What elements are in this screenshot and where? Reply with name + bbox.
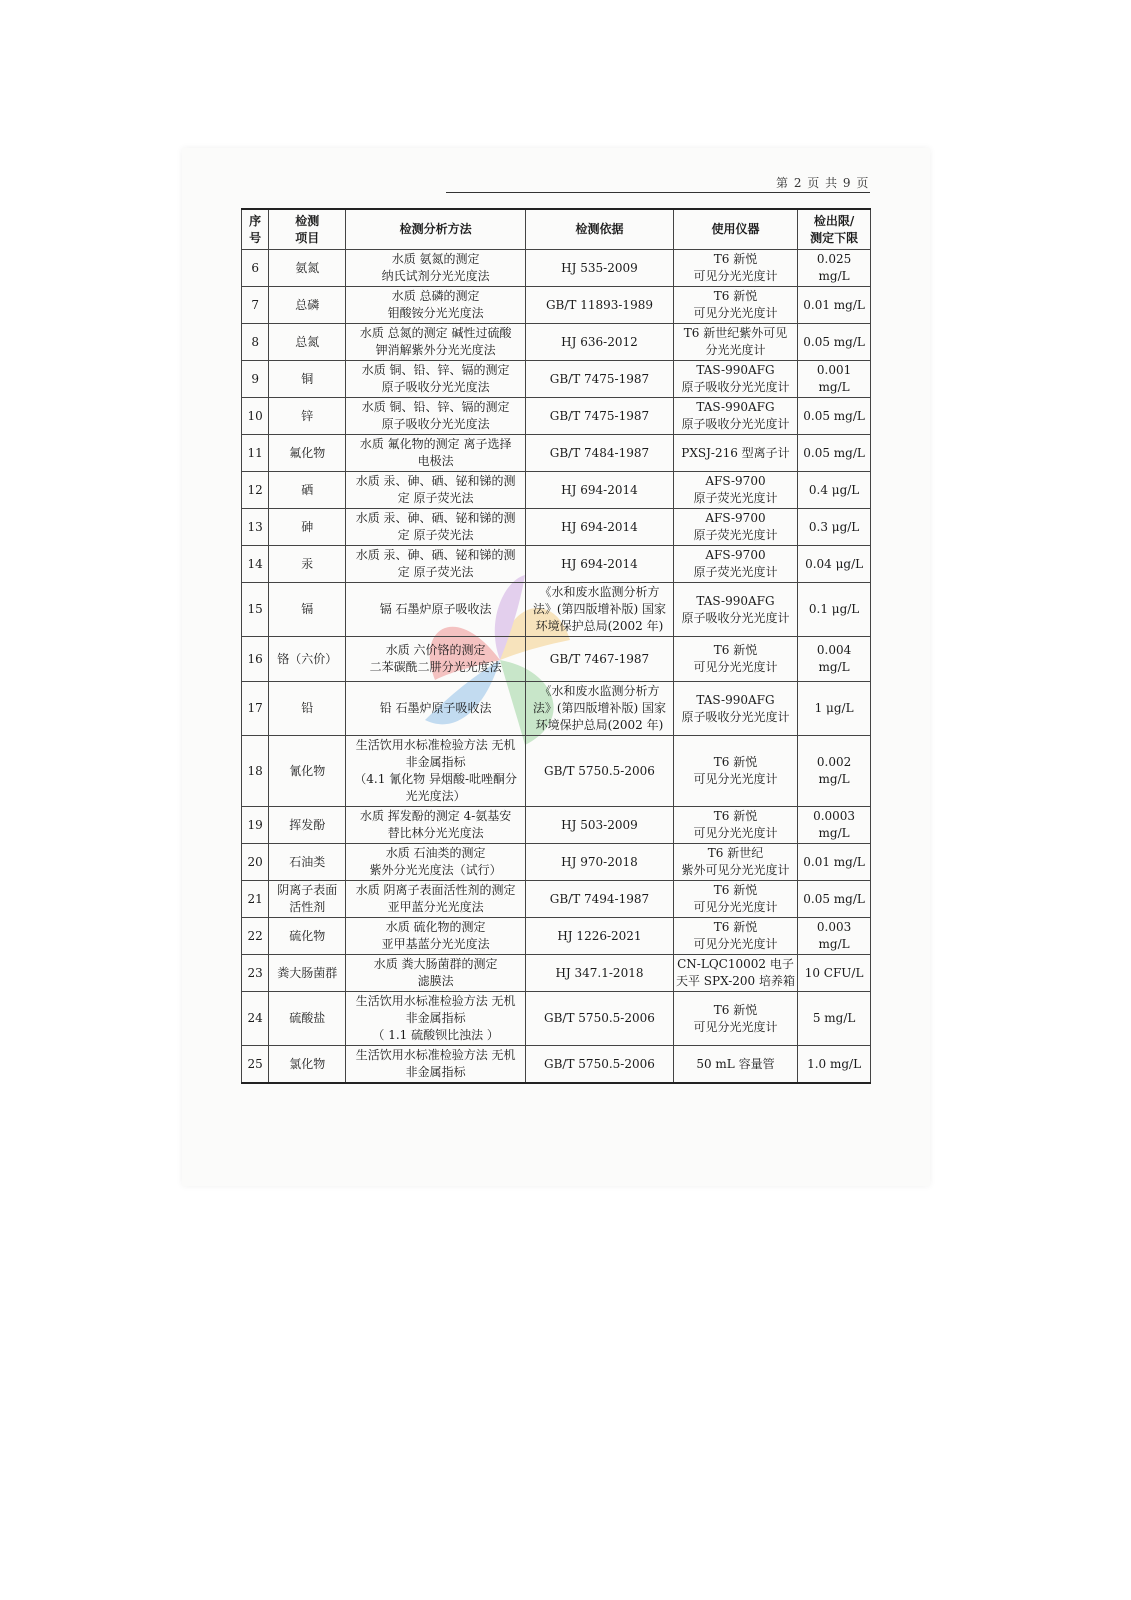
- cell-instrument-line: T6 新悦: [713, 920, 758, 934]
- cell-basis-line: HJ 694-2014: [561, 556, 638, 571]
- cell-basis: [526, 250, 674, 287]
- cell-basis: [526, 509, 674, 546]
- cell-method-line: 水质 阴离子表面活性剂的测定: [355, 883, 516, 897]
- cell-method-line: 水质 铜、铅、锌、镉的测定: [361, 400, 510, 414]
- cell-no: 10: [242, 398, 269, 435]
- cell-instrument: [673, 361, 797, 398]
- table-row: [242, 287, 871, 324]
- cell-instrument-line: 原子吸收分光光度计: [681, 380, 790, 394]
- table-row: [242, 1046, 871, 1084]
- cell-method-line: 水质 粪大肠菌群的测定: [373, 957, 498, 971]
- cell-basis: [526, 881, 674, 918]
- cell-basis-line: 《水和废水监测分析方: [539, 684, 660, 698]
- cell-limit: 0.4 μg/L: [798, 472, 871, 509]
- cell-no: 20: [242, 844, 269, 881]
- cell-item: 铅: [269, 682, 346, 736]
- table-row: [242, 807, 871, 844]
- cell-instrument: [673, 807, 797, 844]
- cell-limit: 10 CFU/L: [798, 955, 871, 992]
- cell-instrument-line: 原子荧光光度计: [693, 528, 778, 542]
- cell-item: 硫化物: [269, 918, 346, 955]
- cell-method-line: （ 1.1 硫酸钡比浊法 ）: [372, 1028, 499, 1042]
- cell-instrument-line: 可见分光光度计: [693, 772, 778, 786]
- header-limit-line2: 测定下限: [810, 230, 859, 245]
- cell-basis: [526, 736, 674, 807]
- cell-basis-line: GB/T 7484-1987: [549, 445, 650, 460]
- cell-method-line: 紫外分光光度法（试行）: [369, 863, 502, 877]
- cell-method-line: 非金属指标: [405, 1065, 466, 1079]
- page-number: 第 2 页 共 9 页: [776, 176, 870, 190]
- cell-method: [346, 398, 526, 435]
- cell-instrument-line: 原子吸收分光光度计: [681, 610, 790, 625]
- cell-method-line: 水质 石油类的测定: [385, 846, 486, 860]
- cell-instrument-line: PXSJ-216 型离子计: [681, 445, 790, 460]
- cell-instrument-line: 可见分光光度计: [693, 937, 778, 951]
- cell-instrument-line: T6 新世纪: [707, 846, 764, 860]
- cell-basis: [526, 918, 674, 955]
- cell-basis-line: 环境保护总局(2002 年): [535, 619, 664, 633]
- cell-method-line: 生活饮用水标准检验方法 无机: [355, 1048, 516, 1062]
- cell-item: 铬（六价）: [269, 637, 346, 682]
- cell-limit: 0.05 mg/L: [798, 398, 871, 435]
- cell-instrument-line: 原子吸收分光光度计: [681, 709, 790, 724]
- cell-item: 汞: [269, 546, 346, 583]
- cell-instrument-line: 分光光度计: [705, 343, 766, 357]
- cell-method: [346, 682, 526, 736]
- cell-basis-line: GB/T 7475-1987: [549, 371, 650, 386]
- table-row: [242, 250, 871, 287]
- cell-method: [346, 955, 526, 992]
- cell-instrument-line: 可见分光光度计: [693, 1019, 778, 1034]
- cell-basis-line: 《水和废水监测分析方: [539, 585, 660, 599]
- cell-method-line: 定 原子荧光法: [397, 565, 474, 579]
- cell-method-line: 非金属指标: [405, 1011, 466, 1025]
- cell-method: [346, 435, 526, 472]
- cell-method-line: 钾消解紫外分光光度法: [375, 343, 496, 357]
- cell-item: 氨氮: [269, 250, 346, 287]
- cell-basis: [526, 1046, 674, 1084]
- cell-limit: 0.05 mg/L: [798, 324, 871, 361]
- cell-basis: [526, 324, 674, 361]
- cell-method-line: 水质 氨氮的测定: [391, 252, 480, 266]
- cell-method: [346, 637, 526, 682]
- cell-basis: [526, 287, 674, 324]
- cell-method-line: 亚甲蓝分光光度法: [387, 900, 484, 914]
- cell-basis-line: HJ 694-2014: [561, 519, 638, 534]
- cell-basis-line: GB/T 5750.5-2006: [544, 1011, 655, 1025]
- cell-instrument-line: 50 mL 容量管: [696, 1056, 775, 1071]
- cell-method-line: 水质 总氮的测定 碱性过硫酸: [359, 326, 512, 340]
- cell-basis-line: GB/T 5750.5-2006: [544, 763, 655, 778]
- cell-instrument: [673, 844, 797, 881]
- cell-method-line: 生活饮用水标准检验方法 无机: [355, 994, 516, 1008]
- cell-instrument-line: 可见分光光度计: [693, 269, 778, 283]
- cell-instrument-line: 原子吸收分光光度计: [681, 417, 790, 431]
- table-row: [242, 509, 871, 546]
- cell-instrument-line: TAS-990AFG: [696, 400, 775, 414]
- cell-method: [346, 807, 526, 844]
- cell-instrument-line: AFS-9700: [705, 511, 766, 525]
- table-row: [242, 324, 871, 361]
- cell-instrument: [673, 287, 797, 324]
- cell-method-line: 定 原子荧光法: [397, 491, 474, 505]
- cell-method-line: 原子吸收分光光度法: [381, 380, 490, 394]
- cell-method-line: 替比林分光光度法: [387, 826, 484, 840]
- cell-method-line: 水质 铜、铅、锌、镉的测定: [361, 363, 510, 377]
- cell-limit: 0.01 mg/L: [798, 287, 871, 324]
- cell-item: 挥发酚: [269, 807, 346, 844]
- cell-no: 8: [242, 324, 269, 361]
- cell-limit: 0.003 mg/L: [798, 918, 871, 955]
- cell-method-line: 水质 六价铬的测定: [385, 643, 486, 657]
- cell-method: [346, 546, 526, 583]
- cell-instrument: [673, 583, 797, 637]
- cell-method: [346, 250, 526, 287]
- table-header-row: [242, 209, 871, 250]
- cell-method: [346, 844, 526, 881]
- cell-instrument: [673, 637, 797, 682]
- cell-item-line: 阴离子表面: [277, 883, 338, 897]
- cell-item: 硒: [269, 472, 346, 509]
- cell-basis-line: GB/T 7467-1987: [549, 651, 650, 666]
- cell-method: [346, 361, 526, 398]
- cell-item: 锌: [269, 398, 346, 435]
- cell-no: 12: [242, 472, 269, 509]
- cell-instrument: [673, 1046, 797, 1084]
- cell-limit: 0.1 μg/L: [798, 583, 871, 637]
- cell-instrument-line: 原子荧光光度计: [693, 491, 778, 505]
- cell-no: 19: [242, 807, 269, 844]
- cell-instrument-line: T6 新悦: [713, 809, 758, 823]
- cell-instrument-line: 天平 SPX-200 培养箱: [675, 974, 795, 988]
- cell-method-line: 光光度法）: [405, 789, 466, 803]
- cell-item: 氟化物: [269, 435, 346, 472]
- cell-method-line: 亚甲基蓝分光光度法: [381, 937, 490, 951]
- table-row: [242, 435, 871, 472]
- cell-item: 氯化物: [269, 1046, 346, 1084]
- cell-basis: [526, 398, 674, 435]
- test-methods-table: [241, 208, 871, 1084]
- cell-method-line: 二苯碳酰二肼分光光度法: [369, 660, 502, 674]
- cell-basis-line: HJ 503-2009: [561, 817, 638, 832]
- cell-basis: [526, 361, 674, 398]
- cell-basis-line: 法》(第四版增补版) 国家: [532, 701, 667, 715]
- cell-instrument-line: TAS-990AFG: [696, 692, 775, 707]
- table-row: [242, 546, 871, 583]
- cell-basis-line: GB/T 11893-1989: [545, 297, 653, 312]
- cell-method: [346, 992, 526, 1046]
- cell-method-line: （4.1 氰化物 异烟酸-吡唑酮分: [354, 772, 518, 786]
- cell-basis: [526, 472, 674, 509]
- cell-basis-line: GB/T 7475-1987: [549, 408, 650, 423]
- cell-limit: 5 mg/L: [798, 992, 871, 1046]
- cell-basis-line: HJ 535-2009: [561, 260, 638, 275]
- cell-method: [346, 918, 526, 955]
- header-item-line1: 检测: [295, 213, 320, 228]
- cell-limit: 0.04 μg/L: [798, 546, 871, 583]
- cell-instrument-line: TAS-990AFG: [696, 363, 775, 377]
- cell-instrument-line: T6 新悦: [713, 755, 758, 769]
- header-method: 检测分析方法: [346, 209, 526, 250]
- cell-instrument-line: 可见分光光度计: [693, 826, 778, 840]
- cell-no: 23: [242, 955, 269, 992]
- header-rule: [446, 192, 870, 193]
- cell-method: [346, 472, 526, 509]
- cell-no: 24: [242, 992, 269, 1046]
- table-row: [242, 881, 871, 918]
- cell-method-line: 滤膜法: [417, 974, 454, 988]
- cell-item: 总磷: [269, 287, 346, 324]
- header-instrument: 使用仪器: [673, 209, 797, 250]
- cell-no: 11: [242, 435, 269, 472]
- cell-instrument-line: 紫外可见分光光度计: [681, 863, 790, 877]
- cell-instrument-line: AFS-9700: [705, 474, 766, 488]
- cell-method: [346, 324, 526, 361]
- cell-instrument: [673, 682, 797, 736]
- cell-no: 15: [242, 583, 269, 637]
- cell-method-line: 电极法: [417, 454, 454, 468]
- cell-basis: [526, 583, 674, 637]
- cell-instrument: [673, 398, 797, 435]
- cell-limit: 0.3 μg/L: [798, 509, 871, 546]
- cell-instrument: [673, 992, 797, 1046]
- cell-basis: [526, 637, 674, 682]
- cell-instrument: [673, 324, 797, 361]
- table-row: [242, 844, 871, 881]
- header-limit-line1: 检出限/: [813, 213, 855, 228]
- cell-instrument-line: 原子荧光光度计: [693, 565, 778, 579]
- cell-instrument-line: T6 新悦: [713, 289, 758, 303]
- cell-instrument: [673, 546, 797, 583]
- cell-instrument-line: T6 新悦: [713, 883, 758, 897]
- cell-method-line: 水质 氟化物的测定 离子选择: [359, 437, 512, 451]
- table-row: [242, 398, 871, 435]
- cell-item: 砷: [269, 509, 346, 546]
- cell-method-line: 生活饮用水标准检验方法 无机: [355, 738, 516, 752]
- cell-basis: [526, 682, 674, 736]
- cell-instrument: [673, 918, 797, 955]
- cell-method-line: 原子吸收分光光度法: [381, 417, 490, 431]
- cell-no: 9: [242, 361, 269, 398]
- cell-basis-line: 法》(第四版增补版) 国家: [532, 602, 667, 616]
- cell-basis-line: GB/T 5750.5-2006: [544, 1056, 655, 1071]
- cell-item: 总氮: [269, 324, 346, 361]
- header-item: [269, 209, 346, 250]
- header-basis: 检测依据: [526, 209, 674, 250]
- header-item-line2: 项目: [295, 230, 320, 245]
- cell-method-line: 钼酸铵分光光度法: [387, 306, 484, 320]
- cell-instrument: [673, 881, 797, 918]
- cell-instrument-line: 可见分光光度计: [693, 306, 778, 320]
- cell-basis: [526, 546, 674, 583]
- cell-no: 16: [242, 637, 269, 682]
- cell-no: 7: [242, 287, 269, 324]
- cell-no: 25: [242, 1046, 269, 1084]
- cell-instrument: [673, 955, 797, 992]
- cell-basis-line: HJ 694-2014: [561, 482, 638, 497]
- cell-method: [346, 583, 526, 637]
- cell-basis-line: HJ 970-2018: [561, 854, 638, 869]
- cell-no: 22: [242, 918, 269, 955]
- cell-item: 铜: [269, 361, 346, 398]
- cell-instrument: [673, 509, 797, 546]
- cell-method-line: 纳氏试剂分光光度法: [381, 269, 490, 283]
- cell-method: [346, 881, 526, 918]
- cell-item: 硫酸盐: [269, 992, 346, 1046]
- cell-method-line: 定 原子荧光法: [397, 528, 474, 542]
- table-row: [242, 583, 871, 637]
- table-body: [242, 250, 871, 1084]
- table-row: [242, 361, 871, 398]
- cell-limit: 0.025 mg/L: [798, 250, 871, 287]
- cell-item: 氰化物: [269, 736, 346, 807]
- cell-basis-line: HJ 636-2012: [561, 334, 638, 349]
- cell-instrument-line: TAS-990AFG: [696, 593, 775, 608]
- cell-instrument-line: T6 新悦: [713, 252, 758, 266]
- cell-limit: 0.05 mg/L: [798, 435, 871, 472]
- table-row: [242, 682, 871, 736]
- cell-method-line: 水质 汞、砷、硒、铋和锑的测: [355, 548, 516, 562]
- cell-method-line: 非金属指标: [405, 755, 466, 769]
- cell-instrument-line: CN-LQC10002 电子: [677, 957, 794, 971]
- cell-item: 粪大肠菌群: [269, 955, 346, 992]
- cell-instrument: [673, 435, 797, 472]
- cell-no: 6: [242, 250, 269, 287]
- cell-limit: 0.0003 mg/L: [798, 807, 871, 844]
- cell-no: 21: [242, 881, 269, 918]
- cell-limit: 0.05 mg/L: [798, 881, 871, 918]
- cell-basis: [526, 807, 674, 844]
- table-row: [242, 472, 871, 509]
- cell-basis-line: GB/T 7494-1987: [549, 891, 650, 906]
- cell-instrument: [673, 736, 797, 807]
- cell-limit: 0.004 mg/L: [798, 637, 871, 682]
- cell-no: 18: [242, 736, 269, 807]
- cell-limit: 0.001 mg/L: [798, 361, 871, 398]
- cell-limit: 0.002 mg/L: [798, 736, 871, 807]
- cell-item: [269, 881, 346, 918]
- cell-instrument: [673, 250, 797, 287]
- cell-basis-line: HJ 347.1-2018: [555, 965, 644, 980]
- cell-item-line: 活性剂: [289, 900, 326, 914]
- cell-limit: 1 μg/L: [798, 682, 871, 736]
- cell-instrument-line: T6 新悦: [713, 643, 758, 657]
- cell-method: [346, 287, 526, 324]
- cell-method-line: 镉 石墨炉原子吸收法: [379, 602, 492, 616]
- cell-method: [346, 736, 526, 807]
- cell-no: 14: [242, 546, 269, 583]
- cell-method-line: 水质 挥发酚的测定 4-氨基安: [359, 809, 512, 823]
- cell-limit: 0.01 mg/L: [798, 844, 871, 881]
- cell-instrument-line: 可见分光光度计: [693, 900, 778, 914]
- cell-no: 13: [242, 509, 269, 546]
- table-row: [242, 992, 871, 1046]
- cell-method: [346, 509, 526, 546]
- table-row: [242, 637, 871, 682]
- cell-instrument-line: T6 新世纪紫外可见: [683, 326, 788, 340]
- header-limit: [798, 209, 871, 250]
- table-row: [242, 736, 871, 807]
- cell-method-line: 水质 硫化物的测定: [385, 920, 486, 934]
- table-row: [242, 918, 871, 955]
- cell-basis-line: 环境保护总局(2002 年): [535, 718, 664, 732]
- cell-method-line: 水质 总磷的测定: [391, 289, 480, 303]
- table-row: [242, 955, 871, 992]
- header-no: 序号: [242, 209, 269, 250]
- cell-method-line: 铅 石墨炉原子吸收法: [379, 701, 492, 715]
- cell-instrument-line: T6 新悦: [713, 1002, 758, 1017]
- cell-basis: [526, 992, 674, 1046]
- cell-item: 石油类: [269, 844, 346, 881]
- cell-method-line: 水质 汞、砷、硒、铋和锑的测: [355, 474, 516, 488]
- cell-basis-line: HJ 1226-2021: [557, 928, 642, 943]
- cell-instrument: [673, 472, 797, 509]
- cell-limit: 1.0 mg/L: [798, 1046, 871, 1084]
- cell-no: 17: [242, 682, 269, 736]
- cell-method: [346, 1046, 526, 1084]
- cell-basis: [526, 435, 674, 472]
- cell-instrument-line: 可见分光光度计: [693, 660, 778, 674]
- cell-instrument-line: AFS-9700: [705, 548, 766, 562]
- cell-item: 镉: [269, 583, 346, 637]
- cell-basis: [526, 844, 674, 881]
- cell-basis: [526, 955, 674, 992]
- cell-method-line: 水质 汞、砷、硒、铋和锑的测: [355, 511, 516, 525]
